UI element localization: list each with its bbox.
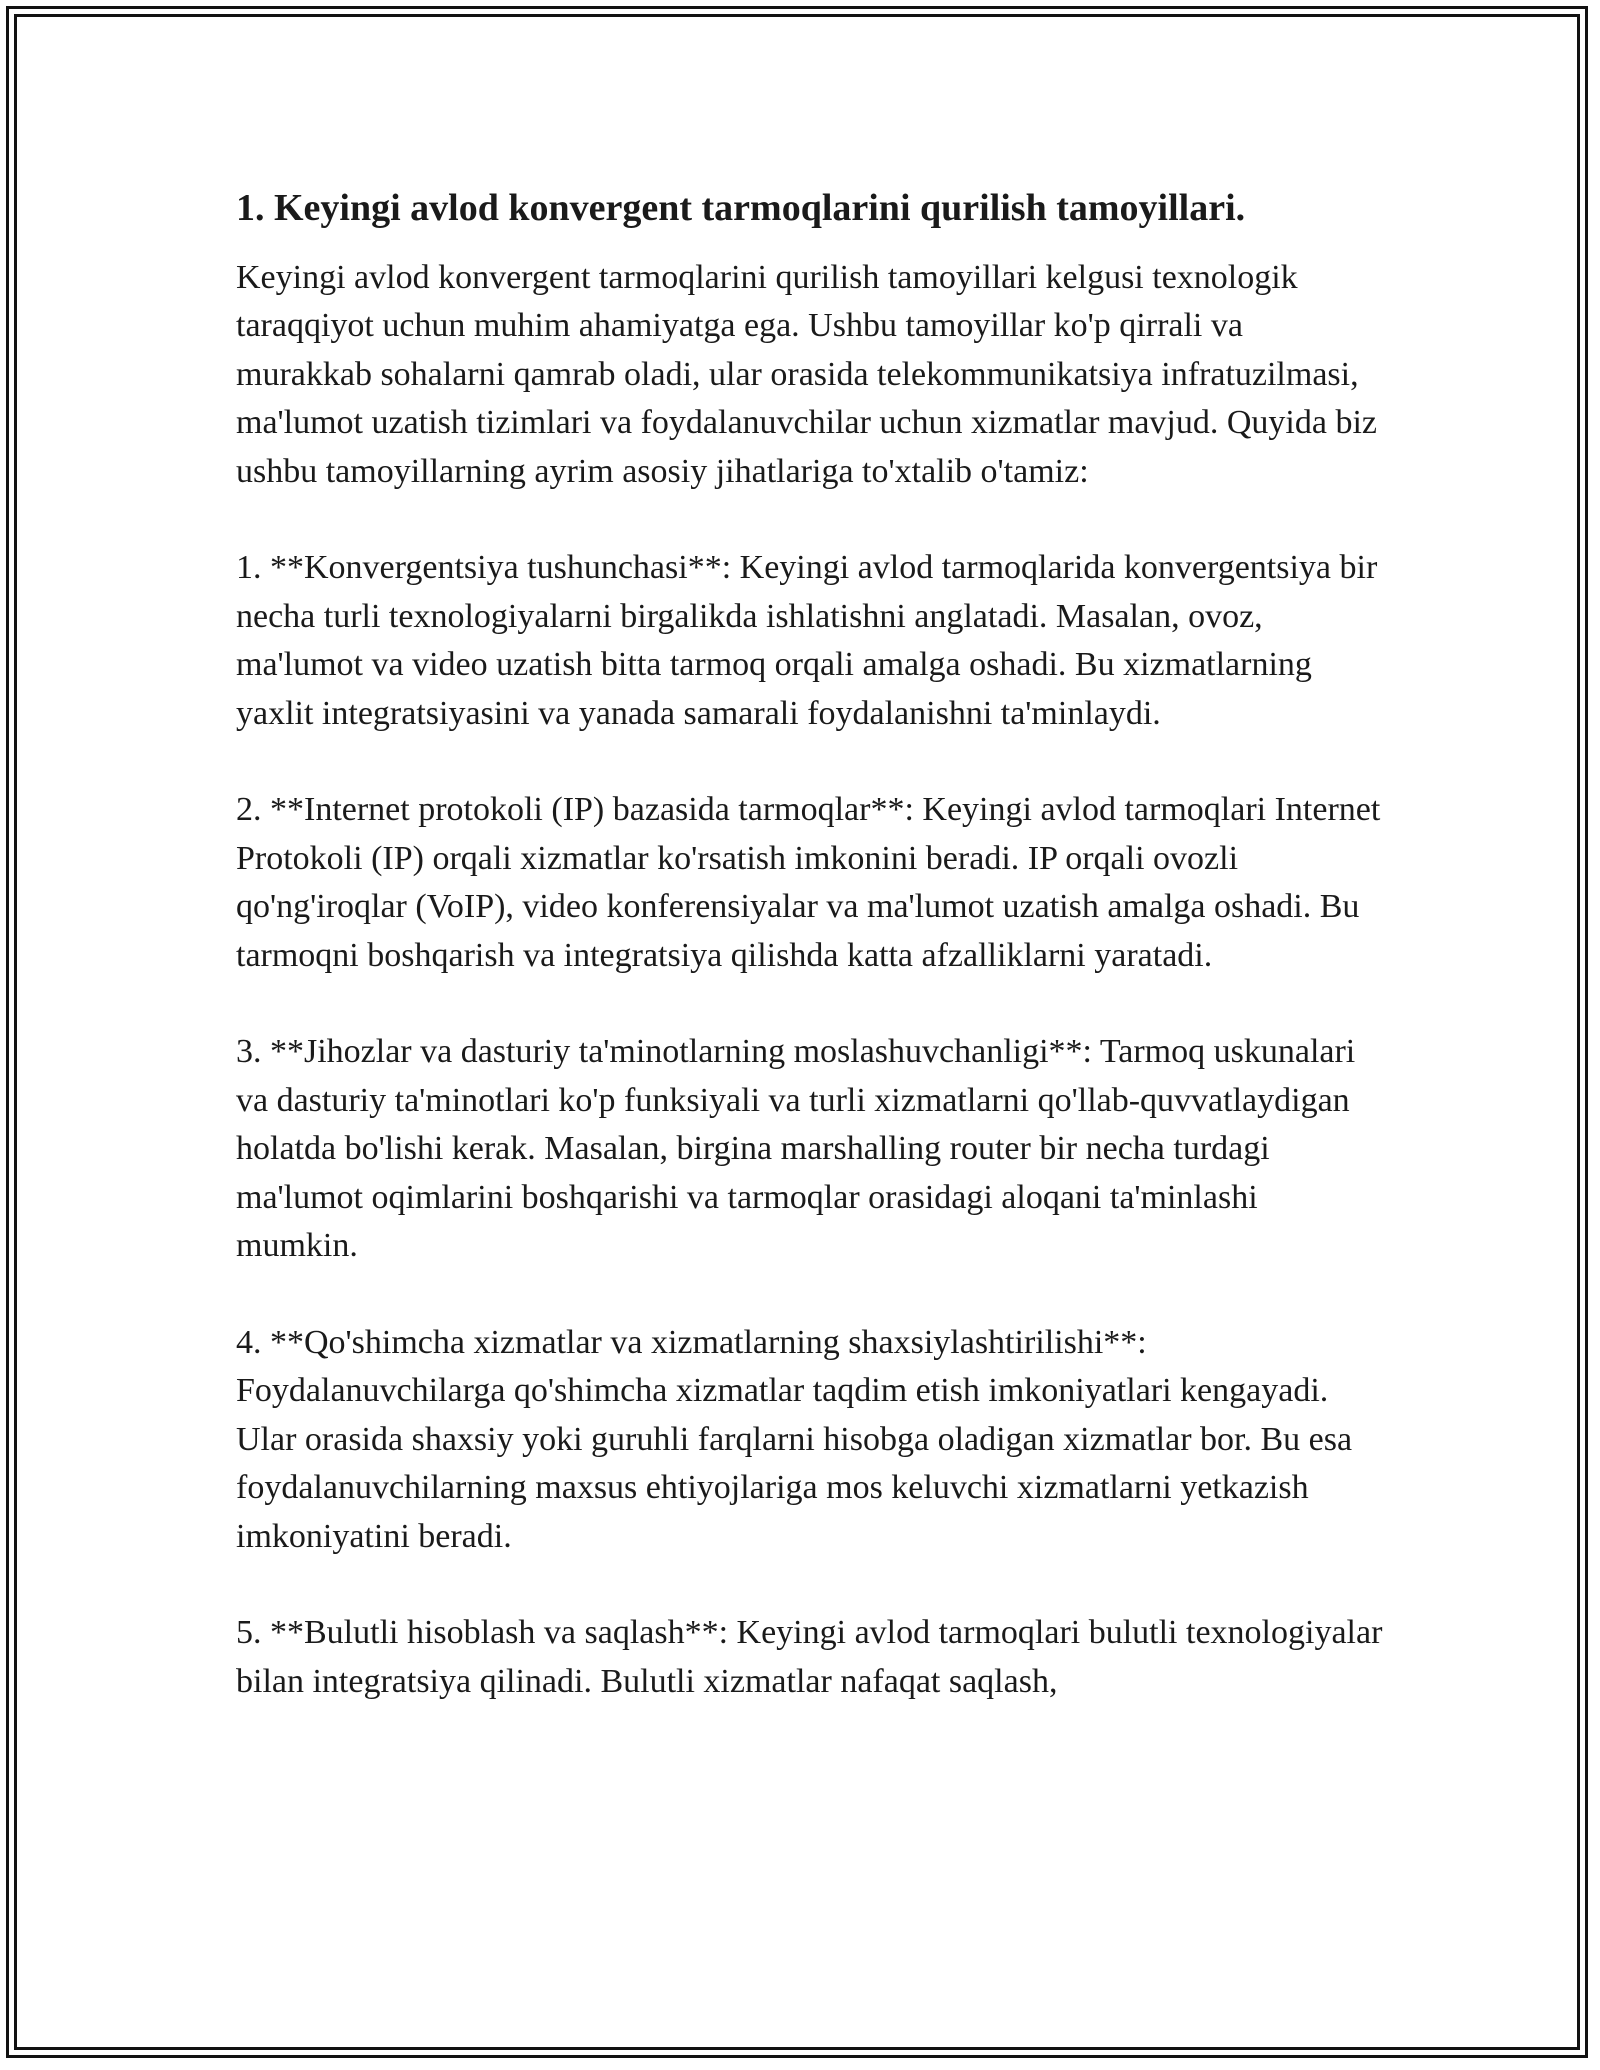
list-item-3-paragraph: 3. **Jihozlar va dasturiy ta'minotlarning moslashuvchanligi**: Tarmoq uskunalari va dasturiy ta'minotlari ko'p funksiyali va turli xizmatlarni qo'llab-quvvatlaydigan holatda bo'lishi kerak. Masalan, birgina marshalling router bir necha turdagi ma'lumot oqimlarini boshqarishi va tarmoqlar orasidagi aloqani ta'minlashi mumkin.	[236, 1033, 1356, 1265]
list-item-4-paragraph: 4. **Qo'shimcha xizmatlar va xizmatlarning shaxsiylashtirilishi**: Foydalanuvchilarga qo'shimcha xizmatlar taqdim etish imkoniyatlari kengayadi. Ular orasida shaxsiy yoki guruhli farqlarni hisobga oladigan xizmatlar bor. Bu esa foydalanuvchilarning maxsus ehtiyojlariga mos keluvchi xizmatlarni yetkazish imkoniyatini beradi.	[236, 1323, 1353, 1555]
section-heading: 1. Keyingi avlod konvergent tarmoqlarini qurilish tamoyillari.	[236, 187, 1246, 229]
list-item-5-paragraph: 5. **Bulutli hisoblash va saqlash**: Keyingi avlod tarmoqlari bulutli texnologiyalar bilan integratsiya qilinadi. Bulutli xizmatlar nafaqat saqlash,	[236, 1614, 1383, 1700]
list-item-2-paragraph: 2. **Internet protokoli (IP) bazasida tarmoqlar**: Keyingi avlod tarmoqlari Internet Protokoli (IP) orqali xizmatlar ko'rsatish imkonini beradi. IP orqali ovozli qo'ng'iroqlar (VoIP), video konferensiyalar va ma'lumot uzatish amalga oshadi. Bu tarmoqni boshqarish va integratsiya qilishda katta afzalliklarni yaratadi.	[236, 791, 1381, 974]
intro-paragraph: Keyingi avlod konvergent tarmoqlarini qurilish tamoyillari kelgusi texnologik taraqqiyot uchun muhim ahamiyatga ega. Ushbu tamoyillar ko'p qirrali va murakkab sohalarni qamrab oladi, ular orasida telekommunikatsiya infratuzilmasi, ma'lumot uzatish tizimlari va foydalanuvchilar uchun xizmatlar mavjud. Quyida biz ushbu tamoyillarning ayrim asosiy jihatlariga to'xtalib o'tamiz:	[236, 259, 1378, 490]
document-body	[236, 184, 1386, 1755]
list-item-1-paragraph: 1. **Konvergentsiya tushunchasi**: Keyingi avlod tarmoqlarida konvergentsiya bir necha turli texnologiyalarni birgalikda ishlatishni anglatadi. Masalan, ovoz, ma'lumot va video uzatish bitta tarmoq orqali amalga oshadi. Bu xizmatlarning yaxlit integratsiyasini va yanada samarali foydalanishni ta'minlaydi.	[236, 549, 1378, 732]
